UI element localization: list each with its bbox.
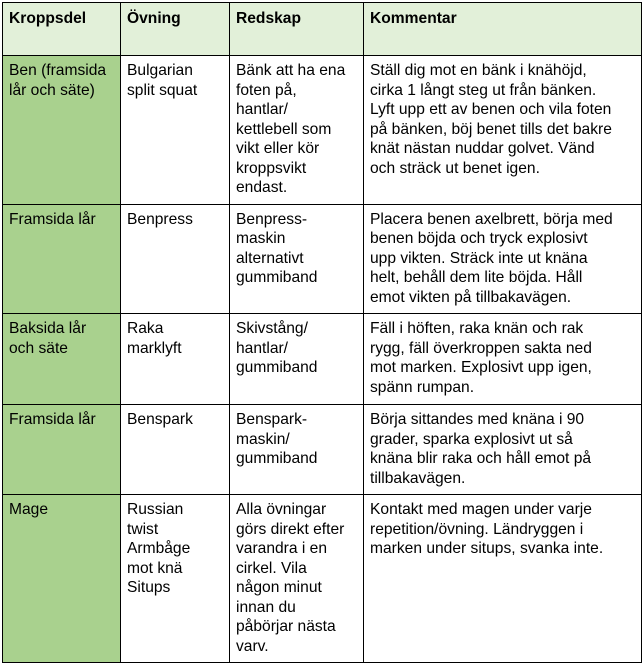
bodypart-cell: Mage — [3, 495, 121, 663]
exercise-cell: Raka marklyft — [121, 314, 230, 405]
comment-cell: Kontakt med magen under varje repetition/övning. Ländryggen i marken under situps, svanka inte. — [364, 495, 642, 663]
exercise-cell: Benpress — [121, 204, 230, 314]
workout-table — [2, 2, 642, 663]
header-comment: Kommentar — [364, 3, 642, 56]
bodypart-cell: Framsida lår — [3, 204, 121, 314]
header-row — [3, 3, 642, 56]
exercise-cell: Benspark — [121, 405, 230, 495]
header-equipment: Redskap — [230, 3, 364, 56]
table-row — [3, 495, 642, 663]
equipment-cell: Benspark- maskin/ gummiband — [230, 405, 364, 495]
table-row — [3, 204, 642, 314]
bodypart-cell: Baksida lår och säte — [3, 314, 121, 405]
table-row — [3, 314, 642, 405]
table-row — [3, 56, 642, 205]
comment-cell: Fäll i höften, raka knän och rak rygg, fäll överkroppen sakta ned mot marken. Explosivt upp igen, spänn rumpan. — [364, 314, 642, 405]
exercise-cell: Russian twist Armbåge mot knä Situps — [121, 495, 230, 663]
exercise-cell: Bulgarian split squat — [121, 56, 230, 205]
table-header — [3, 3, 642, 56]
header-bodypart: Kroppsdel — [3, 3, 121, 56]
header-exercise: Övning — [121, 3, 230, 56]
bodypart-cell: Ben (framsida lår och säte) — [3, 56, 121, 205]
table-row — [3, 405, 642, 495]
comment-cell: Ställ dig mot en bänk i knähöjd, cirka 1 långt steg ut från bänken. Lyft upp ett av benen och vila foten på bänken, böj benet tills det bakre knät nästan nuddar golvet. Vänd och sträck ut benet igen. — [364, 56, 642, 205]
equipment-cell: Alla övningar görs direkt efter varandra i en cirkel. Vila någon minut innan du påbörjar nästa varv. — [230, 495, 364, 663]
equipment-cell: Benpress- maskin alternativt gummiband — [230, 204, 364, 314]
comment-cell: Börja sittandes med knäna i 90 grader, sparka explosivt ut så knäna blir raka och håll emot på tillbakavägen. — [364, 405, 642, 495]
table-body — [3, 56, 642, 663]
equipment-cell: Skivstång/ hantlar/ gummiband — [230, 314, 364, 405]
equipment-cell: Bänk att ha ena foten på, hantlar/ kettlebell som vikt eller kör kroppsvikt endast. — [230, 56, 364, 205]
bodypart-cell: Framsida lår — [3, 405, 121, 495]
comment-cell: Placera benen axelbrett, börja med benen böjda och tryck explosivt upp vikten. Sträck inte ut knäna helt, behåll dem lite böjda. Håll emot vikten på tillbakavägen. — [364, 204, 642, 314]
